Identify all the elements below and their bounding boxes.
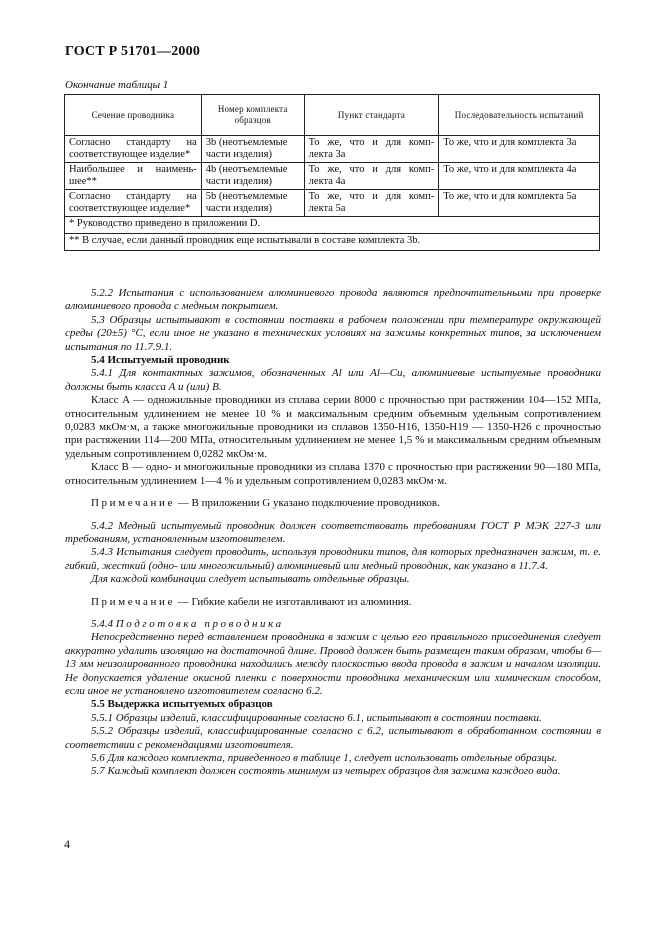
table-cell (304, 190, 439, 217)
table-row (65, 163, 600, 190)
table-cell (304, 163, 439, 190)
cell-line: части изделия) (205, 149, 272, 160)
cell-line: То же, что и для комп- (308, 164, 435, 175)
table-cell (65, 136, 202, 163)
heading-number: 5.4.4 (91, 617, 113, 630)
table-footnote: * Руководство приведено в приложении D. (65, 217, 600, 234)
paragraph-5-4-3-b: Для каждой комбинации следует испытывать отдельные образцы. (91, 573, 410, 586)
column-header: Последовательность испытаний (439, 95, 600, 136)
cell-line: 4b (неотъемлемые (205, 164, 288, 175)
column-header: Номер комплекта образцов (201, 95, 304, 136)
table-row (65, 190, 600, 217)
paragraph-5-6: 5.6 Для каждого комплекта, приведенного в таблице 1, следует использовать отдельные образцы. (91, 752, 557, 764)
table-caption: Окончание таблицы 1 (65, 79, 169, 91)
table-footnote: ** В случае, если данный проводник еще испытывали в составе комплекта 3b. (65, 234, 600, 251)
paragraph-5-4-1: 5.4.1 Для контактных зажимов, обозначенных Al или Al—Cu, алюминиевые испытуемые проводники должны быть класса A и (или) B. (65, 367, 601, 393)
paragraph-5-4-3: 5.4.3 Испытания следует проводить, используя проводники типов, для которых предназначен зажим, т. е. гибкий, жесткий (одно- или многожильный) алюминиевый или медный проводник, как указано в 11.7.4. (65, 546, 601, 572)
note-1 (65, 497, 601, 510)
note-text: — В приложении G указано подключение проводников. (177, 497, 440, 510)
paragraph-5-3: 5.3 Образцы испытывают в состоянии поставки в рабочем положении при температуре окружающей среды (20±5) °C, если иное не указано в технических условиях на зажимы конкретных типов, за исключением испытания по 11.7.9.1. (65, 313, 601, 353)
cell-line: соответствующее изделие* (69, 203, 191, 214)
section-heading-5-5: 5.5 Выдержка испытуемых образцов (91, 698, 273, 711)
column-header: Пункт стандарта (304, 95, 439, 136)
table-cell (201, 190, 304, 217)
cell-line: лекта 5a (308, 203, 346, 214)
table-cell (65, 163, 202, 190)
table-cell (201, 136, 304, 163)
column-header: Сечение проводника (65, 95, 202, 136)
cell-line: части изделия) (205, 176, 272, 187)
paragraph-5-7: 5.7 Каждый комплект должен состоять минимум из четырех образцов для зажима каждого вида. (91, 765, 561, 778)
table-cell (201, 163, 304, 190)
paragraph-class-b: Класс B — одно- и многожильные проводники из сплава 1370 с прочностью при растяжении 90—180 МПа, относительным удлинением 1—4 % и удельным сопротивлением 0,0283 мкОм·м. (65, 461, 601, 487)
cell-line: Наибольшее и наимень- (69, 164, 197, 175)
cell-line: лекта 4a (308, 176, 346, 187)
cell-line: части изделия) (205, 203, 272, 214)
table-1-continuation (64, 94, 600, 251)
table-note-row (65, 234, 600, 251)
note-text: — Гибкие кабели не изготавливают из алюминия. (177, 595, 412, 608)
paragraph-5-2-2: 5.2.2 Испытания с использованием алюминиевого провода являются предпочтительными при проверке алюминиевого провода с медным покрытием. (65, 287, 601, 313)
document-header: ГОСТ Р 51701—2000 (65, 44, 201, 59)
note-label: Примечание (91, 595, 175, 608)
heading-title: Подготовка проводника (115, 617, 284, 630)
paragraph-5-4-2: 5.4.2 Медный испытуемый проводник должен соответствовать требованиям ГОСТ Р МЭК 227-3 или требованиям, установленным изготовителем. (65, 519, 601, 545)
table-note-row (65, 217, 600, 234)
table-row (65, 136, 600, 163)
cell-line: Согласно стандарту на (69, 137, 197, 148)
paragraph-5-5-2: 5.5.2 Образцы изделий, классифицированные согласно с 6.2, испытывают в обработанном состоянии в соответствии с рекомендациями изготовителя. (65, 725, 601, 751)
table-cell (304, 136, 439, 163)
cell-line: Согласно стандарту на (69, 191, 197, 202)
section-heading-5-4: 5.4 Испытуемый проводник (91, 354, 230, 367)
cell-line: То же, что и для комп- (308, 191, 435, 202)
note-label: Примечание (91, 497, 175, 510)
table-cell: То же, что и для комплекта 4a (439, 163, 600, 190)
paragraph-5-4-4: Непосредственно перед вставлением проводника в зажим с целью его правильного присоединения следует аккуратно удалить изоляцию на достаточной длине. Провод должен быть размещен таким образом, чтобы 6—13 мм неизолированного проводника находились между плоскостью ввода провода в зажим и началом изоляции. Не допускается удаление окисной пленки с поверхности проводника механическим или химическим способом, если иное не установлено изготовителем согласно 6.2. (65, 631, 601, 697)
table-cell (65, 190, 202, 217)
cell-line: лекта 3a (308, 149, 346, 160)
table-cell: То же, что и для комплекта 3a (439, 136, 600, 163)
cell-line: шее** (69, 176, 97, 187)
subsection-heading-5-4-4 (65, 618, 601, 631)
cell-line: соответствующее изделие* (69, 149, 191, 160)
cell-line: 3b (неотъемлемые (205, 137, 288, 148)
cell-line: 5b (неотъемлемые (205, 191, 288, 202)
document-body (65, 287, 601, 779)
page-number: 4 (64, 837, 70, 851)
table-header-row (65, 95, 600, 136)
paragraph-class-a: Класс A — одножильные проводники из сплава серии 8000 с прочностью при растяжении 104—152 МПа, относительным удлинением не менее 10 % и максимальным средним объемным удельным сопротивлением 0,0283 мкОм·м, а также многожильные проводники из сплавов 1350-H16, 1350-H19 — 1350-H26 с прочностью при растяжении 114—200 МПа, относительным удлинением не менее 1,5 % и максимальным средним объемным удельным сопротивлением 0,0282 мкОм·м. (65, 394, 601, 460)
cell-line: То же, что и для комп- (308, 137, 435, 148)
paragraph-5-5-1: 5.5.1 Образцы изделий, классифицированные согласно 6.1, испытывают в состоянии поставки. (91, 711, 542, 724)
note-2 (65, 596, 601, 609)
table-cell: То же, что и для комплекта 5a (439, 190, 600, 217)
